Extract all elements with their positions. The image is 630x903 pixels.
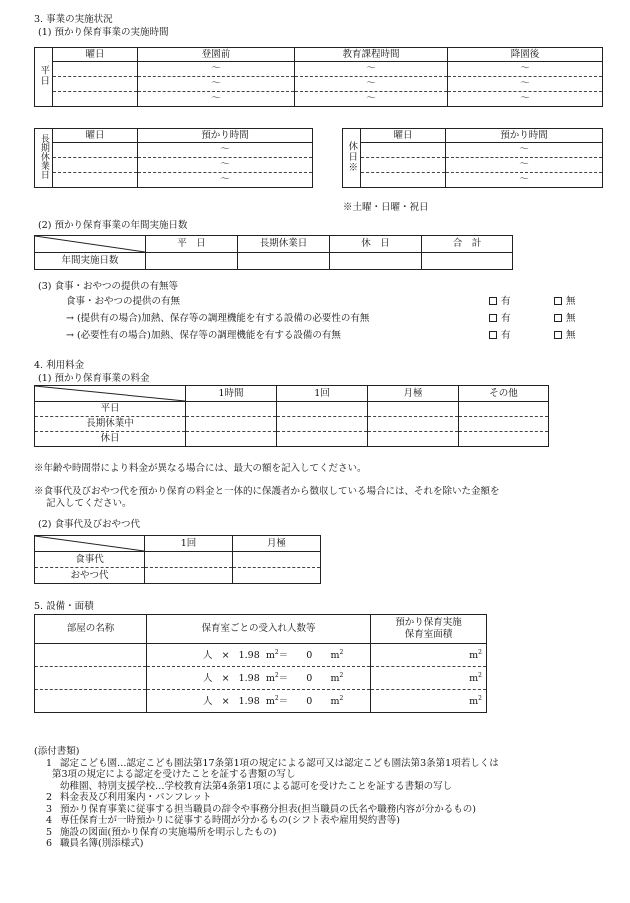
section4-sub2: (2) 食事代及びおやつ代: [38, 519, 140, 530]
day-cell[interactable]: [53, 143, 138, 158]
diagonal-cell: [35, 536, 145, 552]
capacity-cell[interactable]: 人 × 1.98 $m^2=$ 0 $m^2$: [147, 690, 371, 713]
time-cell[interactable]: ～: [138, 77, 295, 92]
header-cell: 保育室ごとの受入れ人数等: [147, 615, 371, 644]
section3-title: 3. 事業の実施状況: [34, 14, 113, 25]
diagonal-cell: [35, 386, 186, 402]
attachment-item: 4 専任保育士が一時預かりに従事する時間が分かるもの(シフト表や雇用契約書等): [45, 815, 400, 826]
annual-days-label: 年間実施日数: [35, 253, 146, 270]
time-cell[interactable]: ～: [295, 77, 448, 92]
facility-table: [34, 614, 487, 713]
meal-row-3-yes[interactable]: 有: [489, 330, 511, 341]
meal-row-1-no[interactable]: 無: [554, 296, 576, 307]
input-cell[interactable]: [238, 253, 330, 270]
input-cell[interactable]: [277, 402, 368, 417]
time-cell[interactable]: ～: [448, 62, 603, 77]
meal-row-2-no[interactable]: 無: [554, 313, 576, 324]
day-cell[interactable]: [361, 173, 446, 188]
time-cell[interactable]: ～: [295, 92, 448, 107]
header-cell: 休 日: [330, 236, 422, 253]
header-cell: 1時間: [186, 386, 277, 402]
capacity-cell[interactable]: 人 × 1.98 $m^2=$ 0 $m^2$: [147, 644, 371, 667]
time-cell[interactable]: ～: [448, 77, 603, 92]
meal-row-1-text: 食事・おやつの提供の有無: [66, 296, 181, 307]
fee-row-label: 休日: [35, 432, 186, 447]
checkbox-icon[interactable]: [554, 331, 562, 339]
header-cell: 預かり時間: [446, 129, 603, 143]
header-cell: 教育課程時間: [295, 48, 448, 62]
input-cell[interactable]: [233, 552, 321, 568]
time-cell[interactable]: ～: [138, 62, 295, 77]
input-cell[interactable]: [186, 402, 277, 417]
diagonal-cell: [35, 236, 146, 253]
area-cell[interactable]: $m^2$: [371, 690, 487, 713]
day-cell[interactable]: [53, 77, 138, 92]
time-cell[interactable]: ～: [138, 158, 313, 173]
input-cell[interactable]: [368, 402, 459, 417]
header-cell: 合 計: [422, 236, 513, 253]
section3-sub1: (1) 預かり保育事業の実施時間: [38, 27, 169, 38]
header-cell: 部屋の名称: [35, 615, 147, 644]
fee-row-label: 長期休業中: [35, 417, 186, 432]
holiday-table: [342, 128, 603, 188]
checkbox-icon[interactable]: [554, 314, 562, 322]
day-cell[interactable]: [361, 158, 446, 173]
input-cell[interactable]: [233, 568, 321, 584]
header-cell: 月極: [368, 386, 459, 402]
input-cell[interactable]: [368, 417, 459, 432]
header-cell: 1回: [277, 386, 368, 402]
attachment-item: 3 預かり保育事業に従事する担当職員の辞令や事務分担表(担当職員の氏名や職務内容が分かるもの): [45, 803, 476, 815]
time-cell[interactable]: ～: [138, 92, 295, 107]
area-cell[interactable]: $m^2$: [371, 644, 487, 667]
time-cell[interactable]: ～: [138, 173, 313, 188]
attachments-title: (添付書類): [34, 746, 80, 757]
attachment-item: 2 料金表及び利用案内・パンフレット: [45, 792, 212, 803]
meal-row-2-text: → (提供有の場合)加熱、保存等の調理機能を有する設備の必要性の有無: [66, 313, 370, 324]
fee-note-2-line1: ※食事代及びおやつ代を預かり保育の料金と一体的に保護者から徴収している場合には、それを除いた金額を: [34, 486, 500, 497]
long-break-table: [34, 128, 313, 188]
header-cell: 月極: [233, 536, 321, 552]
time-cell[interactable]: ～: [446, 158, 603, 173]
input-cell[interactable]: [146, 253, 238, 270]
holiday-side-label: 休日※: [343, 129, 361, 188]
section3-sub2: (2) 預かり保育事業の年間実施日数: [38, 220, 188, 231]
checkbox-icon[interactable]: [489, 314, 497, 322]
capacity-cell[interactable]: 人 × 1.98 $m^2=$ 0 $m^2$: [147, 667, 371, 690]
room-name-cell[interactable]: [35, 644, 147, 667]
time-cell[interactable]: ～: [138, 143, 313, 158]
input-cell[interactable]: [459, 402, 549, 417]
meal-fee-row-label: 食事代: [35, 552, 145, 568]
day-cell[interactable]: [53, 173, 138, 188]
header-cell: その他: [459, 386, 549, 402]
header-cell: 平 日: [146, 236, 238, 253]
header-cell: 降園後: [448, 48, 603, 62]
meal-fee-table: [34, 535, 321, 584]
meal-row-2-yes[interactable]: 有: [489, 313, 511, 324]
section4-sub1: (1) 預かり保育事業の料金: [38, 373, 150, 384]
room-name-cell[interactable]: [35, 667, 147, 690]
time-cell[interactable]: ～: [295, 62, 448, 77]
fee-table: [34, 385, 549, 447]
input-cell[interactable]: [145, 568, 233, 584]
time-cell[interactable]: ～: [446, 143, 603, 158]
attachment-item: 6 職員名簿(別添様式): [45, 838, 144, 849]
input-cell[interactable]: [330, 253, 422, 270]
section5-title: 5. 設備・面積: [34, 601, 94, 612]
input-cell[interactable]: [422, 253, 513, 270]
checkbox-icon[interactable]: [489, 331, 497, 339]
fee-note-2-line2: 記入してください。: [46, 498, 132, 509]
header-cell: 長期休業日: [238, 236, 330, 253]
holiday-note: ※土曜・日曜・祝日: [343, 202, 429, 213]
input-cell[interactable]: [459, 417, 549, 432]
input-cell[interactable]: [277, 417, 368, 432]
time-cell[interactable]: ～: [446, 173, 603, 188]
weekday-time-table: [34, 47, 603, 107]
input-cell[interactable]: [277, 432, 368, 447]
meal-fee-row-label: おやつ代: [35, 568, 145, 584]
header-cell: 登園前: [138, 48, 295, 62]
day-cell[interactable]: [361, 143, 446, 158]
room-name-cell[interactable]: [35, 690, 147, 713]
input-cell[interactable]: [186, 432, 277, 447]
checkbox-icon[interactable]: [554, 297, 562, 305]
fee-note-1: ※年齢や時間帯により料金が異なる場合には、最大の額を記入してください。: [34, 463, 367, 474]
header-cell: 曜日: [53, 48, 138, 62]
input-cell[interactable]: [145, 552, 233, 568]
header-cell: 1回: [145, 536, 233, 552]
section3-sub3: (3) 食事・おやつの提供の有無等: [38, 281, 178, 292]
meal-row-1-yes[interactable]: 有: [489, 296, 511, 307]
header-cell: 曜日: [53, 129, 138, 143]
header-cell: 預かり保育実施 保育室面積: [371, 615, 487, 644]
checkbox-icon[interactable]: [489, 297, 497, 305]
input-cell[interactable]: [186, 417, 277, 432]
meal-row-3-text: → (必要性有の場合)加熱、保存等の調理機能を有する設備の有無: [66, 330, 341, 341]
weekday-side-label: 平日: [35, 48, 53, 107]
attachments-list: [34, 746, 499, 850]
area-cell[interactable]: $m^2$: [371, 667, 487, 690]
fee-row-label: 平日: [35, 402, 186, 417]
day-cell[interactable]: [53, 92, 138, 107]
header-cell: 預かり時間: [138, 129, 313, 143]
attachment-item: 1 認定こども園…認定こども園法第17条第1項の規定による認可又は認定こども園法第3条第1項若しくは 第3項の規定による認定を受けたことを証する書類の写し 幼稚園、特別支援学校…学校教育法第4条第1項による認可を受けたことを証する書類の写し: [45, 757, 499, 792]
long-break-side-label: 長期休業日: [35, 129, 53, 188]
day-cell[interactable]: [53, 62, 138, 77]
day-cell[interactable]: [53, 158, 138, 173]
section4-title: 4. 利用料金: [34, 360, 85, 371]
time-cell[interactable]: ～: [448, 92, 603, 107]
meal-row-3-no[interactable]: 無: [554, 330, 576, 341]
input-cell[interactable]: [459, 432, 549, 447]
input-cell[interactable]: [368, 432, 459, 447]
annual-days-table: [34, 235, 513, 270]
attachment-item: 5 施設の図面(預かり保育の実施場所を明示したもの): [45, 826, 277, 838]
header-cell: 曜日: [361, 129, 446, 143]
